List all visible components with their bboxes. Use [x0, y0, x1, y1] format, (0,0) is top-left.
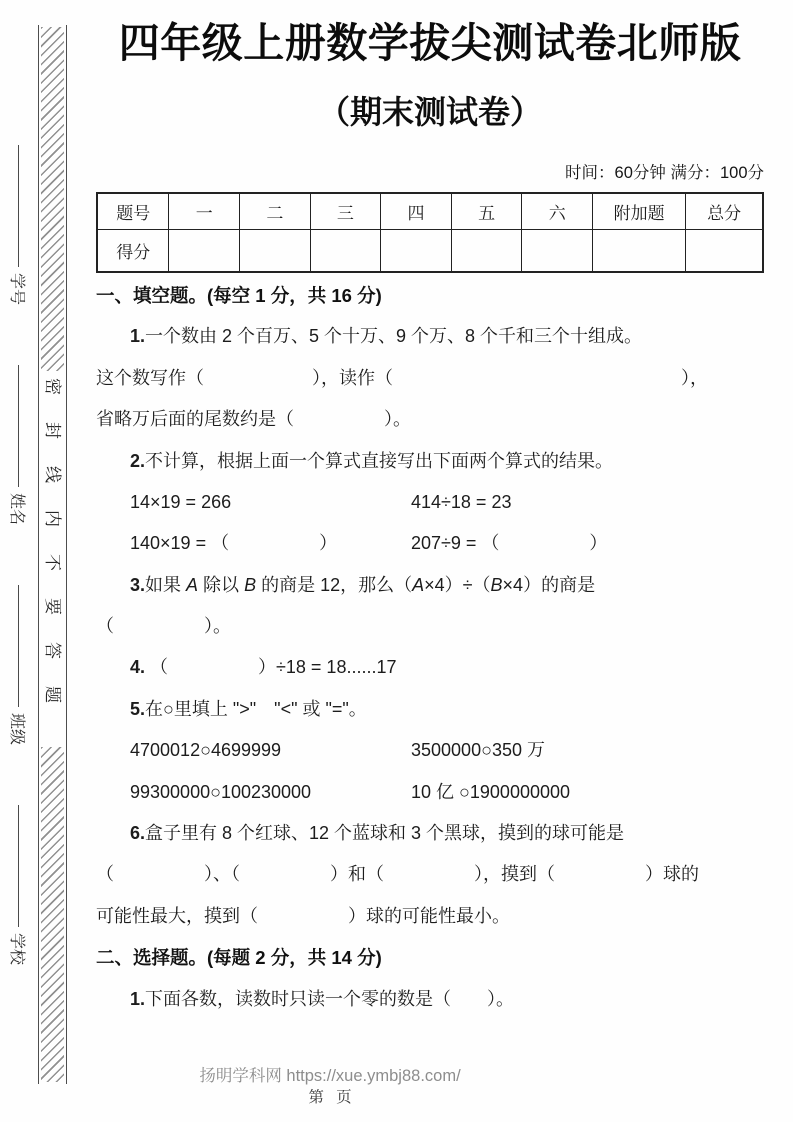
score-cell	[592, 229, 685, 272]
text-segment: 除以	[198, 574, 245, 595]
expression: 10 亿 ○1900000000	[411, 781, 571, 802]
question-line	[96, 689, 764, 730]
expression: 207÷9 = （ ）	[411, 533, 608, 554]
question-line	[96, 979, 764, 1020]
text-segment: 盒子里有 8 个红球、12 个蓝球和 3 个黑球，摸到的球可能是	[145, 823, 625, 844]
question-line	[96, 523, 764, 564]
field-label: 姓名	[8, 492, 26, 525]
score-row-label: 得分	[97, 229, 169, 272]
question-line	[96, 730, 764, 771]
fill-line	[19, 145, 20, 267]
question-line	[96, 482, 764, 523]
field-school	[8, 805, 31, 965]
header-cell: 题号	[97, 193, 169, 230]
text-segment: A	[186, 574, 199, 595]
expression: 14×19 = 266	[130, 491, 232, 512]
question-line	[96, 399, 764, 440]
question-line	[96, 565, 764, 606]
score-table	[96, 192, 764, 273]
field-label: 学校	[8, 932, 26, 965]
text-segment: 如果	[145, 574, 187, 595]
question-line	[96, 896, 764, 937]
score-cell	[381, 229, 452, 272]
seal-hatch-bottom	[41, 747, 64, 1082]
fill-line	[19, 805, 20, 927]
text-segment: 可能性最大，摸到（ ）球的可能性最小。	[96, 905, 510, 926]
text-segment: ×4）÷（	[424, 574, 491, 595]
header-cell: 一	[169, 193, 240, 230]
header-cell: 总分	[686, 193, 763, 230]
text-segment: B	[244, 574, 257, 595]
text-segment: 2.	[130, 450, 146, 471]
question-line	[96, 316, 764, 357]
text-segment: 这个数写作（ ），读作（ ），	[96, 367, 708, 388]
question-line	[96, 647, 764, 688]
footer-page-number: 第 页	[308, 1089, 352, 1106]
exam-info: 时间：60分钟 满分：100分	[565, 163, 764, 182]
expression: 3500000○350 万	[411, 740, 545, 761]
field-class	[8, 585, 31, 745]
text-segment: 1.	[130, 326, 146, 347]
text-segment: （ ）。	[96, 616, 231, 637]
score-cell	[169, 229, 240, 272]
text-segment: 的商是 12，那么（	[256, 574, 413, 595]
expression: 140×19 = （ ）	[130, 533, 338, 554]
field-name	[8, 365, 31, 525]
field-label: 学号	[8, 273, 26, 306]
score-cell	[451, 229, 522, 272]
header-cell: 附加题	[592, 193, 685, 230]
text-segment: 3.	[130, 574, 146, 595]
text-segment: B	[490, 574, 503, 595]
expression: 414÷18 = 23	[411, 491, 512, 512]
text-segment: 在○里填上 ">" "<" 或 "="。	[145, 698, 367, 719]
text-segment: A	[412, 574, 425, 595]
header-cell: 三	[310, 193, 381, 230]
text-segment: （ ）÷18 = 18......17	[145, 657, 397, 678]
text-segment: 5.	[130, 698, 146, 719]
text-segment: ×4）的商是	[502, 574, 596, 595]
fill-line	[19, 365, 20, 487]
score-table-score-row	[97, 229, 763, 272]
text-segment: 一个数由 2 个百万、5 个十万、9 个万、8 个千和三个十组成。	[145, 326, 643, 347]
section-header	[96, 275, 764, 316]
score-cell	[686, 229, 763, 272]
question-line	[96, 358, 764, 399]
score-cell	[310, 229, 381, 272]
questions	[96, 275, 764, 1020]
field-label: 班级	[8, 712, 26, 745]
expression: 99300000○100230000	[130, 781, 312, 802]
text-segment: （ ）、（ ）和（ ），摸到（ ）球的	[96, 864, 699, 885]
text-segment: 省略万后面的尾数约是（ ）。	[96, 409, 411, 430]
question-line	[96, 772, 764, 813]
page-subtitle: （期末测试卷）	[317, 94, 542, 131]
footer-site-url: 扬明学科网 https://xue.ymbj88.com/	[199, 1067, 461, 1085]
field-student-id	[8, 145, 31, 305]
question-line	[96, 813, 764, 854]
header-cell: 四	[381, 193, 452, 230]
score-cell	[522, 229, 593, 272]
seal-hatch-top	[41, 27, 64, 371]
score-cell	[240, 229, 311, 272]
score-table-header-row	[97, 193, 763, 230]
text-segment: 二、选择题。(每题 2 分，共 14 分)	[96, 947, 382, 969]
text-segment: 6.	[130, 823, 146, 844]
page-title: 四年级上册数学拔尖测试卷北师版	[118, 20, 742, 66]
text-segment: 4.	[130, 657, 146, 678]
header-cell: 二	[240, 193, 311, 230]
page-footer	[80, 1066, 580, 1108]
header-cell: 六	[522, 193, 593, 230]
text-segment: 不计算，根据上面一个算式直接写出下面两个算式的结果。	[145, 450, 614, 471]
section-header	[96, 937, 764, 978]
question-line	[96, 854, 764, 895]
seal-band-text: 密封线内不要答题	[43, 378, 62, 730]
seal-student-fields	[4, 145, 34, 965]
header-cell: 五	[451, 193, 522, 230]
question-line	[96, 441, 764, 482]
expression: 4700012○4699999	[130, 740, 282, 761]
fill-line	[19, 585, 20, 707]
text-segment: 下面各数，读数时只读一个零的数是（ ）。	[145, 988, 515, 1009]
question-line	[96, 606, 764, 647]
text-segment: 一、填空题。(每空 1 分，共 16 分)	[96, 284, 382, 306]
paper-content	[96, 0, 764, 1020]
text-segment: 1.	[130, 988, 146, 1009]
